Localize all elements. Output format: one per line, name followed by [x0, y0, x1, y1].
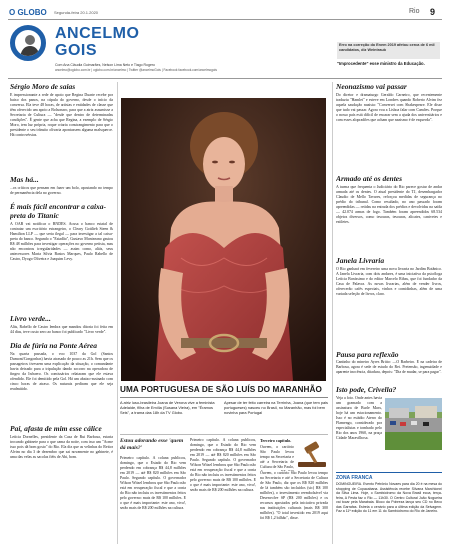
story-col1b	[190, 438, 256, 544]
title-block-rule	[8, 78, 442, 79]
story-col2: Ouvem, o cartório São Paulo levou tempo na Secretaria e até a Secretaria de Cultura de São Paulo,	[260, 445, 294, 469]
errata-quote: "Improcedente" esse ministro da Educação.	[337, 61, 425, 66]
left-s6-body: Letícia Dornelles, presidente da Casa de Rui Barbosa, estaria trocando gabinete para o que cama da noite, com isso um "Acme isso pois dá bom gosto" do Rio. Ela diz que as velinhas do Reitor Alvim no dia 3 de dezembro que sai novamente no gabinete, é uma das velas as sacolas fiéis de Abi, bom.	[10, 435, 113, 459]
left-s2-body: ...os críticos que pensam em fazer um bolo, apostando no tempo de permanência dela no governo.	[10, 186, 113, 195]
right-s2-title: Armado até os dentes	[336, 174, 403, 183]
left-divider	[117, 82, 118, 544]
left-s4-body: Alás, Rabello de Castro lembra que mandou ditoria foi feita em 44 dias, teve custo zero ao banco foi publicado "Livro verde".	[10, 325, 113, 334]
masthead-logo: O GLOBO	[9, 8, 47, 17]
page-number: 9	[430, 7, 436, 17]
gavel-icon	[296, 440, 328, 468]
column-logo-ring	[10, 25, 46, 61]
column-staff: Com Ana Cláudia Guimarães, Nelson Lima Neto e Tiago Rogero	[55, 63, 155, 67]
right-s2-body: A turma que frequenta o Judiciário do Rio parece gostar de andar armada até os dentes. O atual presidente do TJ, desembargador Claudio de Mello Tavares, reforçou medidas de segurança no prédio do tribunal. Como resultado, no ano passado foram apreendidas — retidas na entrada dos prédios e devolvidas na saída — 42.074 armas de fogo. Também foram apreendidos 68.534 objetos diversos, como tesouras, tesouras, alicates, canivetes e estiletes.	[336, 185, 442, 224]
right-divider	[332, 82, 333, 544]
story-deck-1: A atriz luso-brasileira Joana de Verona vive a feminista Adelaide, filha de Emília (Susana Vieira), em "Éramos Seis", a trama das 18h da TV Globo.	[120, 401, 215, 415]
gavel-illustration	[296, 440, 328, 468]
story-headline: UMA PORTUGUESA DE SÃO LUÍS DO MARANHÃO	[120, 385, 322, 394]
story-col2-cont	[260, 471, 328, 544]
errata-title: Erro na correção do Enem 2019 afetou cerca de 6 mil candidatos, diz Weintraub	[339, 43, 435, 52]
right-column	[336, 82, 442, 382]
story-col2-body: Ouvem, o cartório São Paulo levou tempo na Secretaria e até a Secretaria de Cultura de São Paulo, diz que os R$ 820 milhões de lá também são incluídos (sic) R$ 100 milhões), o investimento reembolsável via Desenvolve SP (R$ 200 milhões) e os recursos apostados pela iniciativa privada nas instituições culturais (mais R$ 300 milhões). "O total investido em 2019 aqui foi R$ 1,2 bilhão", disse.	[260, 471, 328, 520]
zona-body: DOMINGUEIRA. Evento Petrônio Novaes para dia 20 é na mesa do shopping de Copacabana. Assistência recebe Silvana Marchionni da Silva Lima. Hoje, o Sambódromo da Nova Brasil ecoa, terça-feira, A Festa faz o Rio — 11h30. O Centro Cultural João Nogueira vai tocar pela Marabaia. Bloco da Pobreza lança seu CD no Beco das Garrafas. Estreia o cenário para a última edição da Selvagem. Faz a 11ª edição do 11 em 11 do Sambódromo do Rio de Janeiro.	[336, 482, 442, 513]
right-s4-body: Cantinho do mineiro Ayres Britto: —O Barbeiro. E na cadeira de Barbosa, agora é sede de estudo do Rei. Pretensão, ingenuidade e aparente inocência, ditadura, depois: "Dia de mudar, se para pagar".	[336, 360, 442, 374]
left-s3-title: É mais fácil encontrar a caixa-preta do Titanic	[10, 202, 107, 220]
story-col2-title: Terceiro capítulo.	[260, 438, 292, 443]
column-contact: ancelmo@oglobo.com.br | oglobo.com.br/ancelmo | Twitter @ancelmoGois | Facebook facebook.com/ancelmogois	[55, 68, 217, 72]
header-date: Segunda-feira 20.1.2020	[54, 10, 99, 15]
right-s3-body: O Rio ganhará em fevereiro uma nova livraria no Jardim Botânico. A Janela Livraria, com dois andares, é uma iniciativa da psicóloga Letícia Boníssimo e do editor Marcelo Ribas, que foi fundador da Casa de Palavra. As novas livrarias, além de vender livros, oferecerão cafés especiais, vinhos e comidinhas, além de uma variada seleção de livros, claro.	[336, 267, 442, 296]
zona-title: ZONA FRANCA	[336, 475, 373, 481]
errata-banner	[337, 42, 440, 59]
section-name: Rio	[409, 8, 420, 15]
left-s5-title: Dia de fúria na Ponte Aérea	[10, 341, 98, 350]
headline-rule	[120, 397, 328, 398]
stadium-photo	[385, 398, 442, 450]
story-col1: Primeiro capítulo. A coluna publicou, domingo, que o Estado do Rio vem perdendo em cobrança R$ 44,8 milhões em 2019 — até R$ 820 milhões em São Paulo. Segundo capítulo. O governador Wilson Witzel lembrou que São Paulo não está em recuperação fiscal e que a conta do Rio não incluiu os investimentos feitos pelo governo: mais de R$ 100 milhões. E o que é mais importante: este ano, viva!, serão mais de R$ 200 milhões na cultura.	[120, 456, 186, 510]
deck-rule	[120, 434, 328, 435]
left-s4-title: Livro verde...	[10, 314, 51, 323]
story-deck-2: Apesar de ter feito carreira na Terrinha, Joana (que tem pais portugueses) nasceu no Brasil, no Maranhão, mas foi bem novinha para Portugal	[224, 401, 328, 415]
header-rule	[8, 19, 442, 20]
left-column	[10, 82, 113, 544]
main-photo	[121, 98, 326, 381]
left-s2-title: Mas há...	[10, 175, 39, 184]
left-s1-title: Sérgio Moro de saias	[10, 82, 76, 91]
left-s3-body: A OAB vai notificar o BNDES. Acusa o banco estatal de contratar um escritório estrangeiro, o Cleary Gottlieb Steen & Hamilton LLP — que seria ilegal — para investigar a tal caixa-preta do banco. Segundo o "Estadão", Gustavo Montezano gastou R$ 48 milhões para investigar operações no governo petista, mas não encontrou irregularidades — assim como, aliás, seus antecessores Maria Silvia Bastos Marques, Paulo Rabello de Castro, Dyogo Oliveira e Joaquim Levy.	[10, 222, 113, 261]
columnist-portrait-icon	[16, 31, 42, 57]
right-s5-body: Veja a foto. Onde antes havia um gramado com a assinatura de Burle Marx, hoje há um estacionamento. Isso é no estádio Aterro do Flamengo, considerado por especialistas e tombado pelo Rio dos anos 1960, na praça Cidade Maravilhosa.	[336, 396, 382, 440]
right-column-lower	[336, 350, 442, 382]
right-s1-body: Do diretor e dramaturgo Geraldo Carneiro, que recentemente traduziu "Hamlet" e esteve em Londres quando Roberto Alvim fez aquela saudação nazista: "Conversei com Shakespeare. Ele disse que tudo vai passar. Agora vou a Lisboa falar com Camões. Porque o nosso país está difícil de encarar sem a ajuda dos universitários e com esses alopradões que acham que nazismo é de esquerda".	[336, 93, 442, 122]
column-title-line1: ANCELMO	[55, 25, 140, 42]
right-s4-title: Pausa para reflexão	[336, 350, 399, 359]
right-s5-title: Isto pode, Crivella?	[336, 385, 397, 394]
right-s1-title: Neonazismo vai passar	[336, 82, 407, 91]
left-s5-body: Na quarta passada, o voo 1037 da Gol (Santos Dumont/Congonhas) havia atrasado de pouco as 21h. Sem que os passageiros tivessem uma explicação da situação, o comandante havia deixado para a tripulação dando socorro na operadora de fingeo da Infraero. Os comissários relataram que ele estava ofendido. Ele foi demitido pela Gol. Há um abaixo-assinado com cinco horas de atraso. Os naturais pediram que ele seja readmitido.	[10, 352, 113, 391]
story-col1-cont: Primeiro capítulo. A coluna publicou, domingo, que o Estado do Rio vem perdendo em cobrança R$ 44,8 milhões em 2019 — até R$ 820 milhões em São Paulo. Segundo capítulo. O governador Wilson Witzel lembrou que São Paulo não está em recuperação fiscal e que a conta do Rio não incluiu os investimentos feitos pelo governo: mais de R$ 100 milhões. E o que é mais importante: este ano, viva!, serão mais de R$ 200 milhões na cultura.	[190, 438, 256, 492]
story-quote: Estou adorando esse 'quem dá mais?'	[120, 438, 184, 451]
right-s3-title: Janela Livraria	[336, 256, 385, 265]
left-s1-body: É impressionante a rede de apoio que Regina Duarte recebe por baixo dos panos, na cúpula do governo, desde o início da conversa. Ela teve 48 horas, de artistas e entidades de classe que têm oferecido um apoio a Bolsonaro, para que a atriz assumisse a Secretaria de Cultura — "desde que dentro de determinadas condições". É gente que acha que Regina, a exemplo de Sérgio Moro, tem luz própria, roque criaria constrangimento para que o presidente o seu trânsito olivaria apontassem alguma malsquerce. Há controvérsias.	[10, 93, 113, 137]
zona-rule	[336, 472, 442, 473]
column-title-line2: GOIS	[55, 42, 98, 59]
portrait-illustration	[121, 98, 326, 381]
parking-lot-photo	[385, 398, 442, 450]
left-s6-title: Pai, afasta de mim esse cálice	[10, 424, 102, 433]
